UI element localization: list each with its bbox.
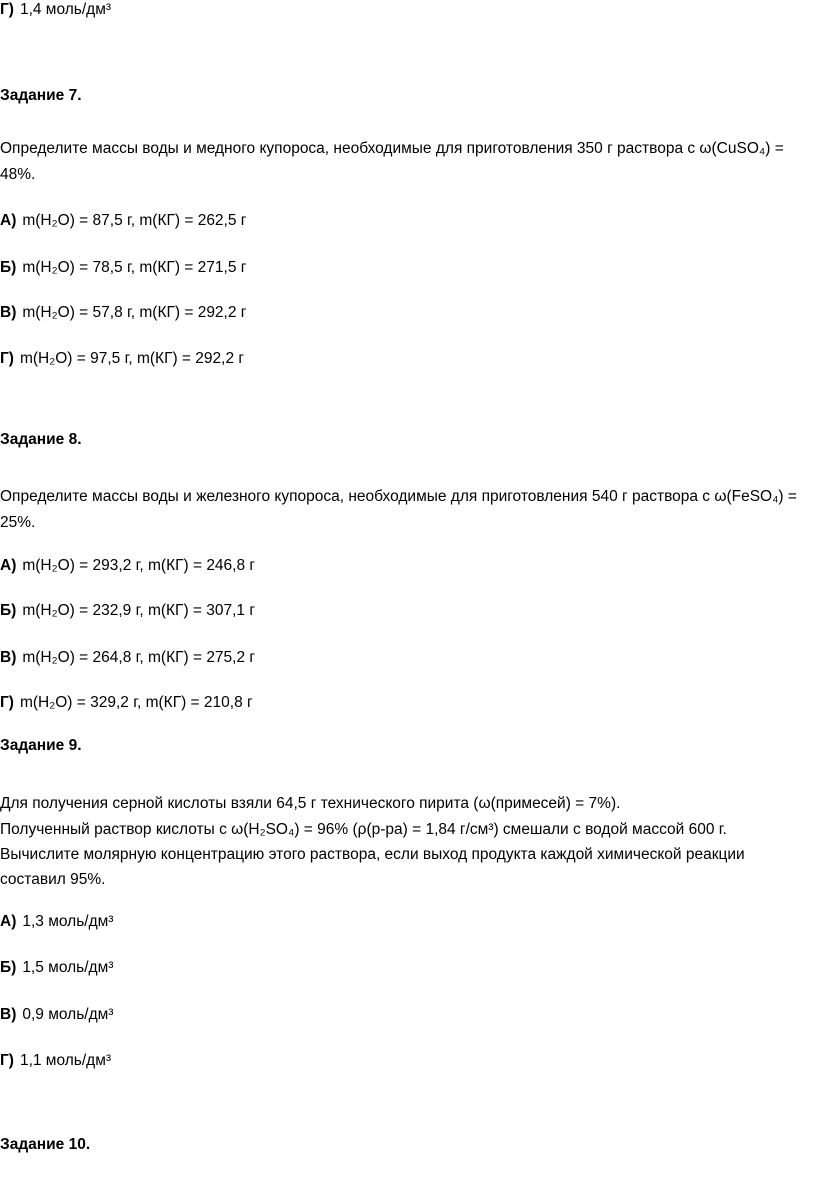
- option-letter: А): [0, 913, 17, 930]
- task8-title: Задание 8.: [0, 431, 82, 448]
- task8-option-a: [0, 556, 255, 576]
- option-text: m(H₂O) = 78,5 г, m(КГ) = 271,5 г: [22, 259, 247, 276]
- option-text: m(H₂O) = 329,2 г, m(КГ) = 210,8 г: [19, 694, 253, 711]
- task7-title: Задание 7.: [0, 87, 82, 104]
- option-text: 1,3 моль/дм³: [22, 913, 114, 930]
- option-text: 0,9 моль/дм³: [22, 1006, 114, 1023]
- task8-option-b: [0, 601, 255, 621]
- option-text: 1,4 моль/дм³: [19, 1, 112, 18]
- option-letter: Г): [0, 1, 14, 18]
- option-letter: А): [0, 212, 17, 229]
- option-letter: Г): [0, 350, 14, 367]
- option-letter: В): [0, 1006, 17, 1023]
- option-letter: Г): [0, 1052, 14, 1069]
- task10-title: Задание 10.: [0, 1136, 91, 1153]
- option-letter: Б): [0, 602, 17, 619]
- task9-title: Задание 9.: [0, 737, 82, 754]
- task9-question-line1: Для получения серной кислоты взяли 64,5 г технического пирита (ω(примесей) = 7%).: [0, 795, 621, 812]
- task7-question: Определите массы воды и медного купороса, необходимые для приготовления 350 г раствора с ω(CuSO₄) = 48%.: [0, 140, 784, 183]
- option-letter: А): [0, 557, 17, 574]
- option-letter: В): [0, 649, 17, 666]
- task9-option-g: [0, 1051, 111, 1071]
- task7-option-g: [0, 349, 244, 369]
- option-text: 1,5 моль/дм³: [22, 959, 114, 976]
- option-text: 1,1 моль/дм³: [19, 1052, 112, 1069]
- task9-question-rest: Полученный раствор кислоты с ω(H₂SO₄) = 96% (ρ(р-ра) = 1,84 г/см³) смешали с водой массой 600 г. Вычислите молярную концентрацию этого раствора, если выход продукта каждой химической реакции составил 95%.: [0, 821, 745, 888]
- task7-option-b: [0, 258, 246, 278]
- option-g-prev-task: [0, 0, 111, 20]
- task8-option-v: [0, 648, 255, 668]
- option-text: m(H₂O) = 57,8 г, m(КГ) = 292,2 г: [22, 304, 247, 321]
- task9-option-v: [0, 1005, 113, 1025]
- option-text: m(H₂O) = 293,2 г, m(КГ) = 246,8 г: [22, 557, 256, 574]
- task9-option-b: [0, 958, 113, 978]
- option-text: m(H₂O) = 87,5 г, m(КГ) = 262,5 г: [22, 212, 247, 229]
- task8-question: Определите массы воды и железного купороса, необходимые для приготовления 540 г раствора с ω(FeSO₄) = 25%.: [0, 488, 797, 531]
- option-letter: Г): [0, 694, 14, 711]
- option-letter: Б): [0, 259, 17, 276]
- task7-option-v: [0, 303, 246, 323]
- option-letter: В): [0, 304, 17, 321]
- task7-option-a: [0, 211, 246, 231]
- option-text: m(H₂O) = 232,9 г, m(КГ) = 307,1 г: [22, 602, 256, 619]
- option-text: m(H₂O) = 264,8 г, m(КГ) = 275,2 г: [22, 649, 256, 666]
- task8-option-g: [0, 693, 253, 713]
- task9-option-a: [0, 912, 113, 932]
- option-letter: Б): [0, 959, 17, 976]
- option-text: m(H₂O) = 97,5 г, m(КГ) = 292,2 г: [19, 350, 245, 367]
